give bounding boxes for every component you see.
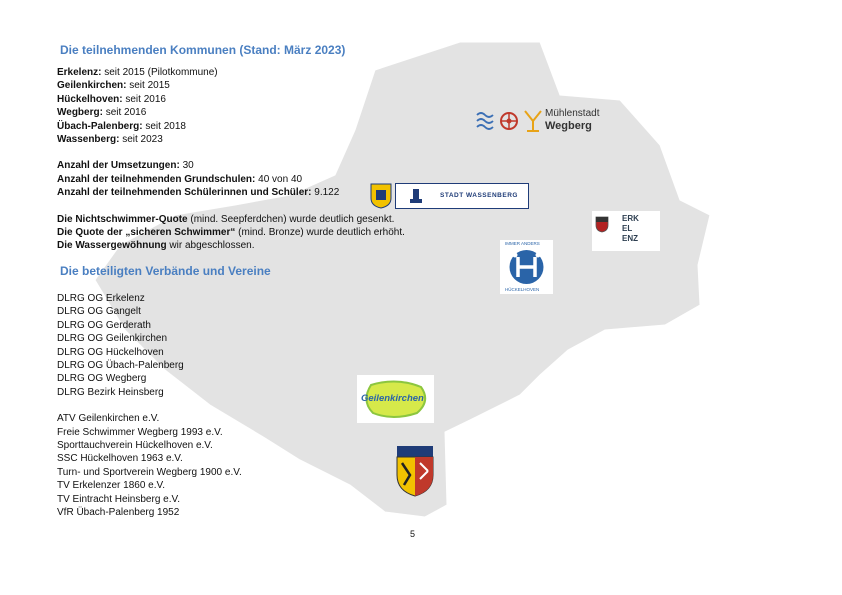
heading-associations: Die beteiligten Verbände und Vereine: [60, 263, 271, 278]
list-item: Turn- und Sportverein Wegberg 1900 e.V.: [57, 466, 242, 478]
wassenberg-label: STADT WASSENBERG: [440, 192, 518, 199]
huckelhoven-bottom-text: HÜCKELHOVEN: [505, 287, 540, 292]
commune-row: Geilenkirchen: seit 2015: [57, 80, 170, 92]
result-row: Die Nichtschwimmer-Quote (mind. Seepferdchen) wurde deutlich gesenkt.: [57, 213, 395, 225]
wassenberg-crest-icon: [370, 183, 392, 209]
geilenkirchen-label: Geilenkirchen: [361, 393, 424, 404]
list-item: SSC Hückelhoven 1963 e.V.: [57, 453, 183, 465]
geilenkirchen-logo: [357, 375, 434, 423]
commune-row: Wassenberg: seit 2023: [57, 134, 163, 146]
wassenberg-tower-icon: [408, 187, 424, 205]
result-row: Die Wassergewöhnung wir abgeschlossen.: [57, 240, 255, 252]
list-item: DLRG OG Hückelhoven: [57, 346, 164, 358]
results-list: [57, 213, 477, 253]
huckelhoven-logo: [500, 240, 553, 294]
communes-list: [57, 66, 477, 146]
page-number: 5: [410, 529, 416, 539]
list-item: TV Erkelenzer 1860 e.V.: [57, 480, 166, 492]
erkelenz-line1: ERK: [622, 214, 639, 223]
list-item: VfR Übach-Palenberg 1952: [57, 506, 180, 518]
wegberg-mill-icon: [523, 109, 543, 133]
commune-row: Erkelenz: seit 2015 (Pilotkommune): [57, 67, 218, 78]
list-item: DLRG OG Wegberg: [57, 373, 147, 385]
list-item: DLRG OG Gangelt: [57, 306, 141, 318]
list-item: DLRG OG Gerderath: [57, 319, 151, 331]
huckelhoven-top-text: IMMER ANDERS: [505, 241, 540, 246]
result-row: Die Quote der „sicheren Schwimmer“ (mind. Bronze) wurde deutlich erhöht.: [57, 227, 405, 239]
list-item: Sporttauchverein Hückelhoven e.V.: [57, 439, 213, 451]
erkelenz-logo: [592, 211, 660, 251]
commune-row: Übach-Palenberg: seit 2018: [57, 120, 186, 132]
list-item: ATV Geilenkirchen e.V.: [57, 413, 160, 425]
commune-row: Hückelhoven: seit 2016: [57, 93, 166, 105]
list-item: Freie Schwimmer Wegberg 1993 e.V.: [57, 426, 223, 438]
erkelenz-line2: EL: [622, 224, 633, 233]
list-item: DLRG OG Geilenkirchen: [57, 333, 168, 345]
list-item: DLRG OG Erkelenz: [57, 292, 145, 304]
stat-row: Anzahl der teilnehmenden Schülerinnen und Schüler: 9.122: [57, 187, 340, 199]
huckelhoven-emblem-icon: [500, 240, 553, 294]
list-item: DLRG OG Übach-Palenberg: [57, 359, 184, 371]
heading-communes: Die teilnehmenden Kommunen (Stand: März 2023): [60, 43, 346, 57]
stat-row: Anzahl der teilnehmenden Grundschulen: 40 von 40: [57, 173, 303, 185]
wassenberg-logo: [370, 183, 528, 209]
commune-row: Wegberg: seit 2016: [57, 107, 147, 119]
erkelenz-crest-icon: [595, 216, 609, 233]
wassenberg-banner: [395, 183, 529, 209]
wegberg-logo: [475, 106, 620, 136]
stat-row: Anzahl der Umsetzungen: 30: [57, 160, 194, 172]
list-item: DLRG Bezirk Heinsberg: [57, 386, 164, 398]
list-item: TV Eintracht Heinsberg e.V.: [57, 493, 181, 505]
wegberg-line1: Mühlenstadt: [545, 108, 600, 119]
erkelenz-line3: ENZ: [622, 234, 638, 243]
wegberg-emblem-icon: [475, 106, 523, 136]
ubach-palenberg-crest-icon: [396, 445, 434, 497]
wegberg-line2: Wegberg: [545, 120, 592, 132]
ubach-palenberg-logo: [396, 445, 434, 497]
